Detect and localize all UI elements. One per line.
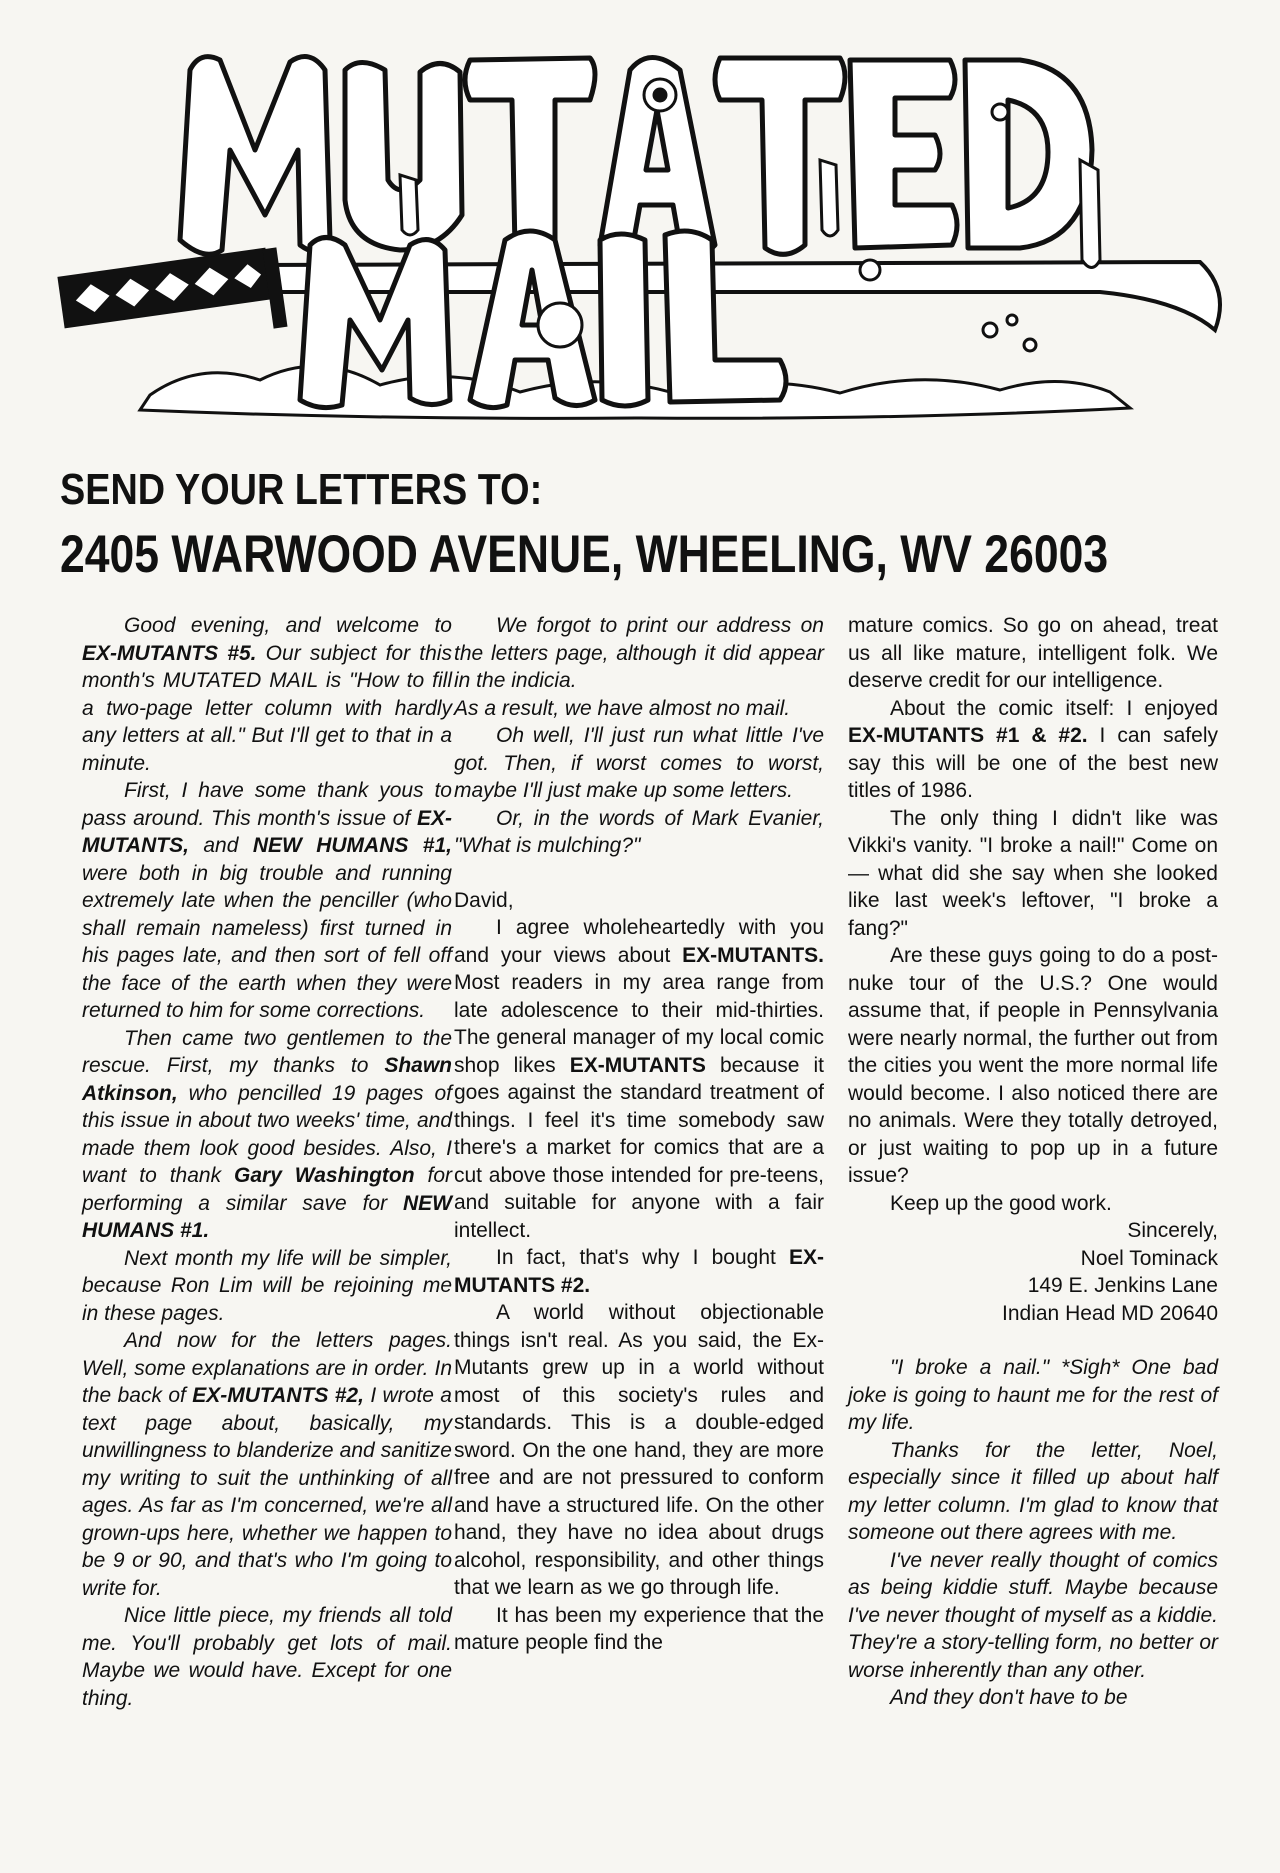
- paragraph: Then came two gentlemen to the rescue. First, my thanks to Shawn Atkinson, who pencilled 19 pages of this issue in about two weeks' time, and made them look good besides. Also, I want to thank Gary Washington for performing a similar save for NEW HUMANS #1.: [82, 1026, 453, 1242]
- column-2: [454, 612, 824, 1657]
- logo-artwork: [0, 0, 1280, 450]
- address-header: [60, 462, 1240, 588]
- letter-salutation: David,: [454, 888, 514, 912]
- column-3: [848, 612, 1218, 1712]
- paragraph: Thanks for the letter, Noel, especially since it filled up about half my letter column. I'm glad to know that someone out there agrees with me.: [848, 1438, 1218, 1544]
- mutated-mail-logo: [0, 0, 1280, 450]
- paragraph: And now for the letters pages. Well, some explanations are in order. In the back of EX-MUTANTS #2, I wrote a text page about, basically, my unwillingness to blanderize and sanitize my writing to suit the unthinking of all ages. As far as I'm concerned, we're all grown-ups here, whether we happen to be 9 or 90, and that's who I'm going to write for.: [82, 1329, 452, 1600]
- signature-street: 149 E. Jenkins Lane: [1027, 1274, 1218, 1297]
- paragraph: The only thing I didn't like was Vikki's vanity. "I broke a nail!" Come on — what did she say when she looked like last week's leftover, "I broke a fang?": [848, 806, 1218, 940]
- header-send-to: SEND YOUR LETTERS TO:: [60, 465, 543, 514]
- paragraph: I've never really thought of comics as being kiddie stuff. Maybe because I've never thought of myself as a kiddie. They're a story-telling form, no better or worse inherently than any other.: [848, 1548, 1218, 1682]
- paragraph: "I broke a nail." *Sigh* One bad joke is going to haunt me for the rest of my life.: [848, 1356, 1218, 1434]
- paragraph: mature comics. So go on ahead, treat us all like mature, intelligent folk. We deserve credit for our intelligence.: [848, 614, 1218, 692]
- paragraph: Next month my life will be simpler, because Ron Lim will be rejoining me in these pages.: [82, 1246, 452, 1325]
- letter-signature: [848, 1217, 1218, 1327]
- paragraph: Nice little piece, my friends all told me. You'll probably get lots of mail. Maybe we would have. Except for one thing.: [82, 1604, 452, 1710]
- paragraph: I agree wholeheartedly with you and your views about EX-MUTANTS. Most readers in my area range from late adolescence to their mid-thirties. The general manager of my local comic shop likes EX-MUTANTS because it goes against the standard treatment of things. I feel it's time somebody saw there's a market for comics that are a cut above those intended for pre-teens, and suitable for anyone with a fair intellect.: [454, 916, 824, 1242]
- paragraph: And they don't have to be: [890, 1686, 1128, 1709]
- signature-closing: Sincerely,: [1127, 1219, 1218, 1242]
- paragraph: Are these guys going to do a post-nuke tour of the U.S.? One would assume that, if people in Pennsylvania were nearly normal, the further out from the cities you went the more normal life would become. I also noticed there are no animals. Were they totally detroyed, or just waiting to pop up in a future issue?: [848, 944, 1218, 1187]
- paragraph: Good evening, and welcome to EX-MUTANTS #5. Our subject for this month's MUTATED MAIL is "How to fill a two-page letter column with hardly any letters at all." But I'll get to that in a minute.: [82, 614, 452, 775]
- paragraph: It has been my experience that the mature people find the: [454, 1603, 824, 1654]
- paragraph: Or, in the words of Mark Evanier, "What is mulching?": [454, 806, 824, 857]
- paragraph: As a result, we have almost no mail.: [454, 696, 791, 720]
- paragraph: A world without objectionable things isn't real. As you said, the Ex-Mutants grew up in a world without most of this society's rules and standards. This is a double-edged sword. On the one hand, they are more free and are not pressured to conform and have a structured life. On the other hand, they have no idea about drugs alcohol, responsibility, and other things that we learn as we go through life.: [454, 1301, 824, 1599]
- paragraph: We forgot to print our address on the letters page, although it did appear in the indicia.: [454, 614, 824, 692]
- signature-city: Indian Head MD 20640: [1002, 1301, 1218, 1325]
- paragraph: In fact, that's why I bought EX-MUTANTS #2.: [454, 1246, 824, 1297]
- paragraph: Keep up the good work.: [890, 1191, 1112, 1215]
- column-1: [82, 612, 452, 1712]
- paragraph: First, I have some thank yous to pass around. This month's issue of EX-MUTANTS, and NEW HUMANS #1, were both in big trouble and running extremely late when the penciller (who shall remain nameless) first turned in his pages late, and then sort of fell off the face of the earth when they were returned to him for some corrections.: [82, 779, 452, 1022]
- paragraph: Oh well, I'll just run what little I've got. Then, if worst comes to worst, maybe I'll just make up some letters.: [454, 724, 824, 802]
- signature-name: Noel Tominack: [1080, 1246, 1218, 1270]
- header-address: 2405 WARWOOD AVENUE, WHEELING, WV 26003: [60, 525, 1109, 584]
- paragraph: About the comic itself: I enjoyed EX-MUTANTS #1 & #2. I can safely say this will be one of the best new titles of 1986.: [848, 696, 1218, 802]
